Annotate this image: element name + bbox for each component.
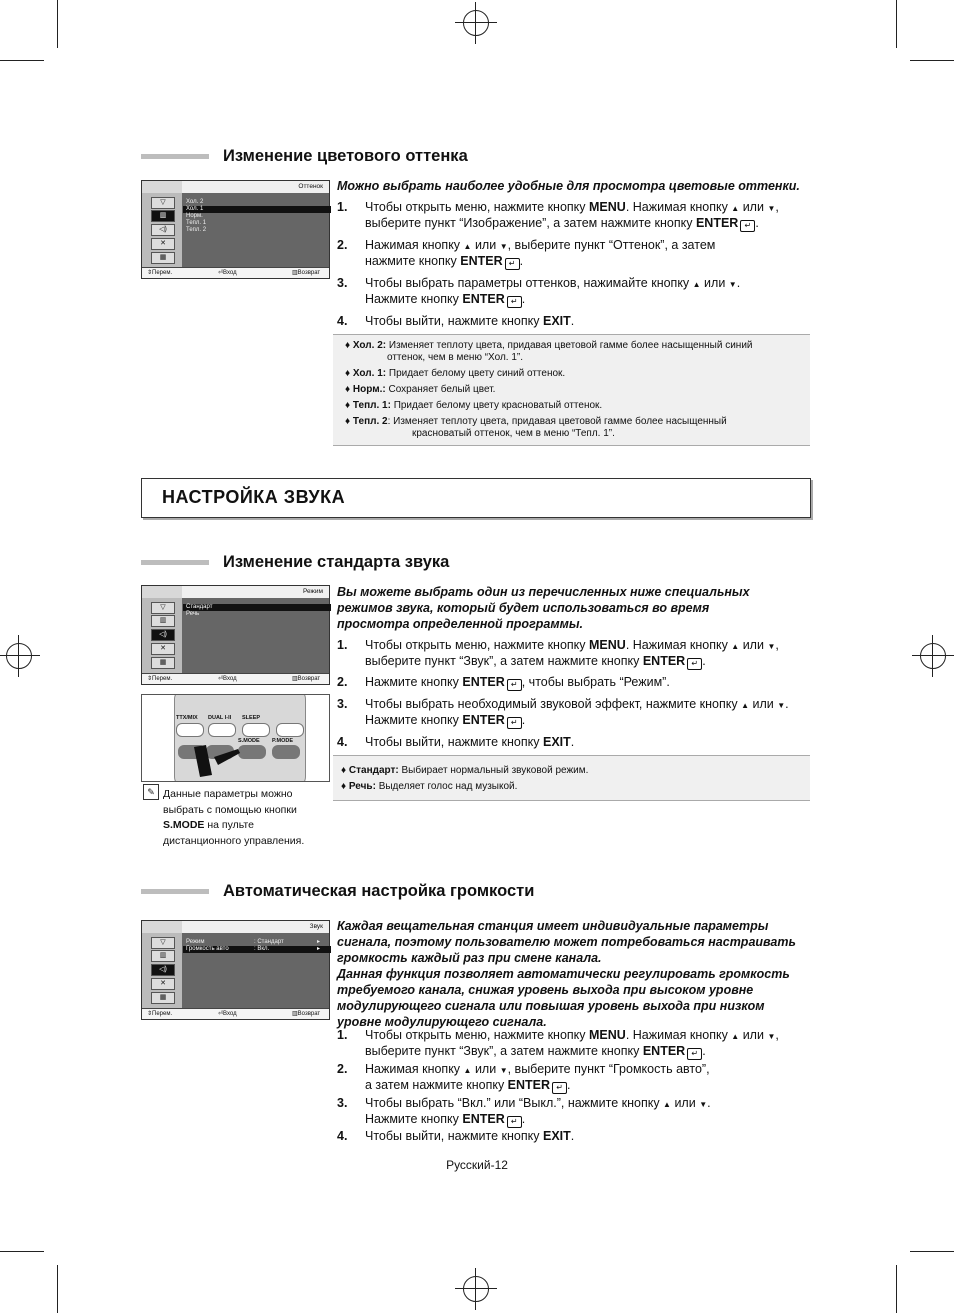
intro-text: Каждая вещательная станция имеет индивидуальные параметры сигнала, поэтому пользователю может потребоваться настраивать громкость каждый раз при смене канала. Данная функция позволяет автоматически регулировать громкость требуемого канала, снижая уровень выхода при высоком уровне модулирующего сигнала или повышая уровень выхода при низком уровне модулирующего сигнала.	[337, 919, 796, 1029]
up-arrow-icon: ▲	[463, 1066, 472, 1075]
side-note: Данные параметры можно выбрать с помощью кнопки S.MODE на пульте дистанционного управления.	[163, 788, 305, 847]
notes-box-tone: ♦ Хол. 2: Изменяет теплоту цвета, придавая цветовой гамме более насыщенный синий оттенок, чем в меню “Хол. 1”. ♦ Хол. 1: Придает белому цвету синий оттенок. ♦ Норм.: Сохраняет белый цвет. ♦ Тепл. 1: Придает белому цвету красноватый оттенок. ♦ Тепл. 2: Изменяет теплоту цвета, придавая цветовой гамме более насыщенный красноватый оттенок, чем в меню “Тепл. 1”.	[333, 334, 810, 446]
pointing-hand-icon	[192, 741, 252, 781]
picture-icon: ▥	[151, 950, 175, 962]
crop-mark	[0, 1251, 44, 1252]
up-arrow-icon: ▲	[663, 1100, 671, 1109]
enter-icon: ↵	[687, 1048, 702, 1060]
page-number: Русский-12	[446, 1158, 508, 1172]
tv-menu-screen-sound-mode: Режим ▽ ▥ ◁) ✕ ▦ Стандарт Речь ⇕Перем. ⏎Вход ▥Возврат	[141, 585, 330, 685]
down-arrow-icon: ▼	[499, 242, 508, 251]
down-arrow-icon: ▼	[767, 1032, 776, 1041]
enter-icon: ↵	[507, 679, 522, 691]
enter-icon: ↵	[552, 1082, 567, 1094]
down-arrow-icon: ▼	[767, 642, 776, 651]
down-arrow-icon: ▼	[777, 701, 786, 710]
registration-mark-left	[0, 635, 40, 677]
tv-menu-screen-tone: Оттенок ▽ ▥ ◁) ✕ ▦ Хол. 2 Хол. 1 Норм. Тепл. 1 Тепл. 2 ⇕Перем. ⏎Вход ▥Возврат	[141, 180, 330, 279]
antenna-icon: ▽	[151, 197, 175, 209]
up-arrow-icon: ▲	[731, 642, 740, 651]
picture-icon: ▥	[151, 210, 175, 222]
note-icon: ✎	[143, 784, 159, 800]
up-arrow-icon: ▲	[731, 1032, 740, 1041]
speaker-icon: ◁)	[151, 629, 175, 641]
ttx-mix-button	[176, 723, 204, 737]
picture-icon: ▥	[151, 615, 175, 627]
crop-mark	[910, 1251, 954, 1252]
setup-icon: ✕	[151, 978, 175, 990]
antenna-icon: ▽	[151, 937, 175, 949]
remote-control-image: TTX/MIX DUAL I-II SLEEP S.MODE P.MODE	[141, 694, 330, 782]
enter-icon: ↵	[507, 1116, 522, 1128]
registration-mark-top	[455, 2, 497, 44]
crop-mark	[57, 1265, 58, 1313]
enter-icon: ↵	[507, 296, 522, 308]
up-arrow-icon: ▲	[463, 242, 472, 251]
up-arrow-icon: ▲	[731, 204, 740, 213]
intro-text: Можно выбрать наиболее удобные для просмотра цветовые оттенки.	[337, 179, 800, 193]
dual-button	[208, 723, 236, 737]
blank-button	[276, 723, 304, 737]
antenna-icon: ▽	[151, 602, 175, 614]
speaker-icon: ◁)	[151, 224, 175, 236]
speaker-icon: ◁)	[151, 964, 175, 976]
tv-menu-screen-sound: Звук ▽ ▥ ◁) ✕ ▦ Режим : Стандарт ▸ Громкость авто : Вкл. ▸ ⇕Перем. ⏎Вход ▥Возврат	[141, 920, 330, 1020]
registration-mark-bottom	[455, 1268, 497, 1310]
notes-box-sound-mode: ♦ Стандарт: Выбирает нормальный звуковой режим. ♦ Речь: Выделяет голос над музыкой.	[333, 755, 810, 801]
chevron-right-icon: ▸	[317, 939, 321, 945]
input-icon: ▦	[151, 992, 175, 1004]
sleep-button	[242, 723, 270, 737]
down-arrow-icon: ▼	[499, 1066, 508, 1075]
input-icon: ▦	[151, 657, 175, 669]
intro-text: Вы можете выбрать один из перечисленных ниже специальных режимов звука, который будет использоваться во время просмотра определенной программы.	[337, 585, 750, 631]
down-arrow-icon: ▼	[767, 204, 776, 213]
up-arrow-icon: ▲	[692, 280, 701, 289]
down-arrow-icon: ▼	[728, 280, 737, 289]
registration-mark-right	[912, 635, 954, 677]
down-arrow-icon: ▼	[699, 1100, 708, 1109]
chapter-title-box	[141, 478, 811, 518]
enter-icon: ↵	[740, 220, 755, 232]
enter-icon: ↵	[505, 258, 520, 270]
enter-icon: ↵	[687, 658, 702, 670]
crop-mark	[896, 0, 897, 48]
input-icon: ▦	[151, 252, 175, 264]
crop-mark	[0, 60, 44, 61]
setup-icon: ✕	[151, 643, 175, 655]
up-arrow-icon: ▲	[741, 701, 750, 710]
chevron-right-icon: ▸	[317, 946, 321, 952]
chapter-title: НАСТРОЙКА ЗВУКА	[162, 487, 346, 507]
crop-mark	[910, 60, 954, 61]
p-mode-button	[272, 745, 300, 759]
setup-icon: ✕	[151, 238, 175, 250]
crop-mark	[57, 0, 58, 48]
crop-mark	[896, 1265, 897, 1313]
enter-icon: ↵	[507, 717, 522, 729]
